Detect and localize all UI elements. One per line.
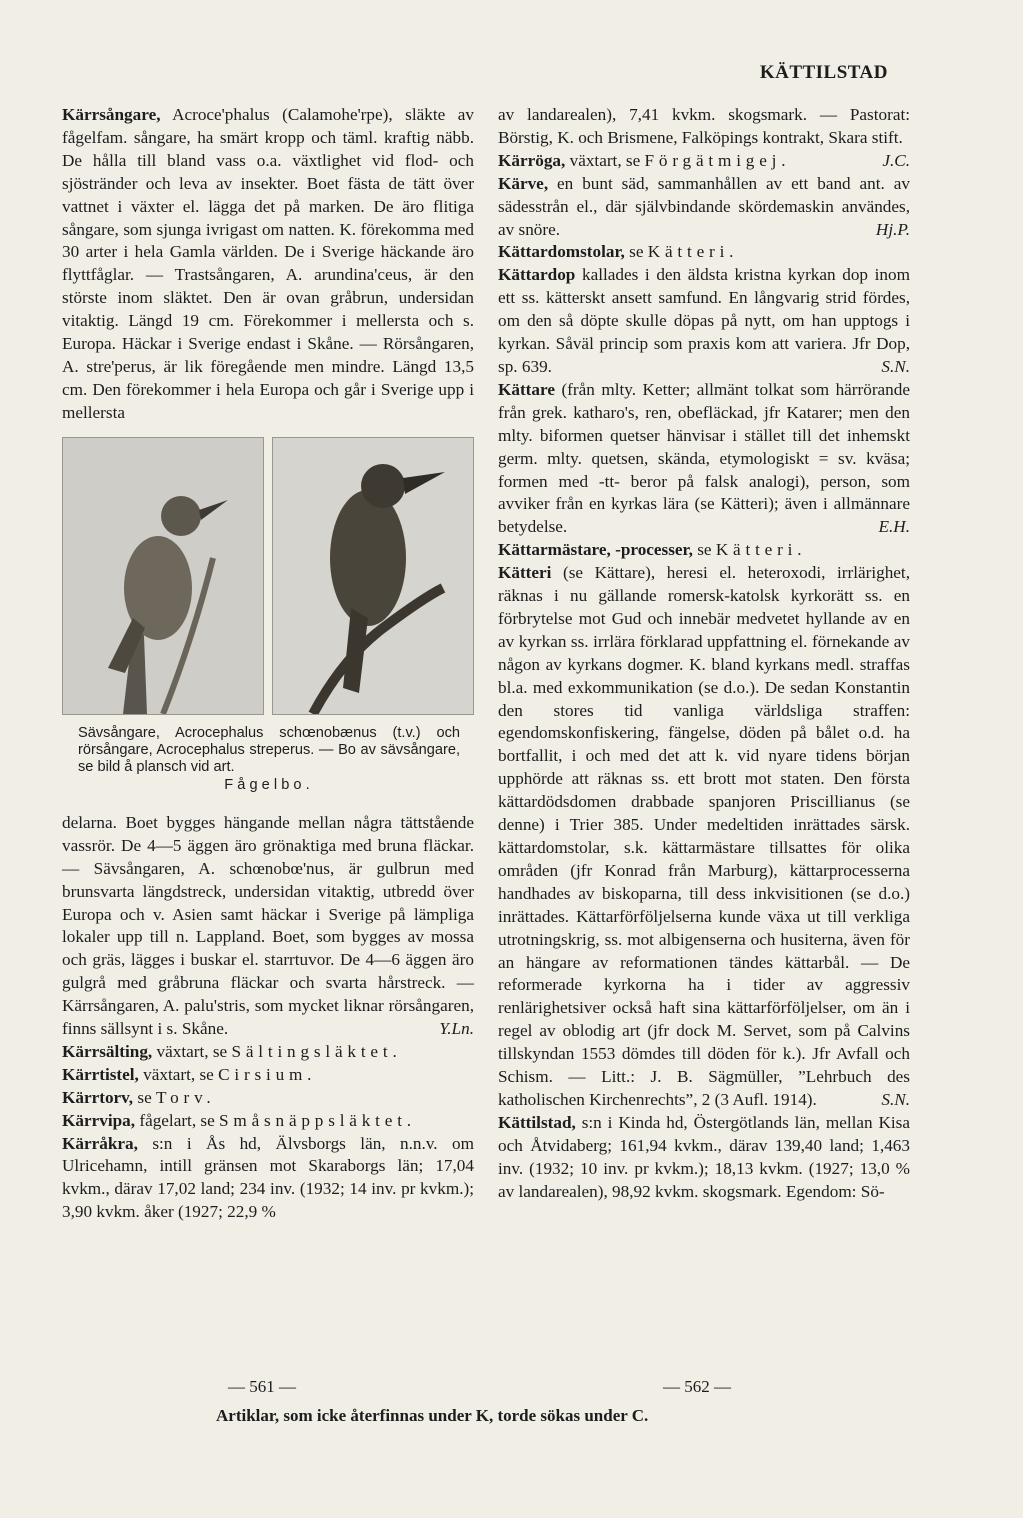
entry-karrakra-cont: av landarealen), 7,41 kvkm. skogsmark. — Pastorat: Börstig, K. och Brismene, Falköpings kontrakt, Skara stift. J.C. <box>498 105 910 170</box>
entry-karrakra: Kärråkra, s:n i Ås hd, Älvsborgs län, n.n.v. om Ulricehamn, intill gränsen mot Skaraborgs län; 17,04 kvkm., därav 17,02 land; 234 inv. (1932; 14 inv. pr kvkm.); 3,90 kvkm. åker (1927; 22,9 % <box>62 1133 474 1222</box>
entry-karve: Kärve, en bunt säd, sammanhållen av ett band ant. av sädesstrån el., där självbindande skördemaskin användes, av snöre. Hj.P. <box>498 173 910 239</box>
bird-figure <box>62 437 474 713</box>
entry-karrsangare: Kärrsångare, Acroce'phalus (Calamohe'rpe), släkte av fågelfam. sångare, ha smärt kropp och täml. kraftig näbb. De hålla till bland vass o.a. växtlighet vid flod- och sjöstränder och leva av insekter. Boet fästa de tätt över vattnet i växter el. lägga det på marken. De äro flitiga sångare, som sjunga ivrigast om natten. K. förekomma med 30 arter i hela Gamla världen. De i Sverige häckande äro flyttfåglar. — Trastsångaren, A. arundina'ceus, är den störste inom släktet. Den är ovan gråbrun, undersidan vitaktig. Längd 19 cm. Förekommer i mellersta och s. Europa. Häckar i Sverige endast i Skåne. — Rörsångaren, A. stre'perus, är lik föregående men mindre. Längd 13,5 cm. Den förekommer i hela Europa och går i Sverige upp i mellersta <box>62 105 474 422</box>
figure-caption: Sävsångare, Acrocephalus schœnobænus (t.v.) och rörsångare, Acrocephalus streperus. — Bo av sävsångare, se bild å plansch vid art. Fågelbo. <box>78 724 460 793</box>
entry-karrtistel: Kärrtistel, växtart, se Cirsium. <box>62 1064 317 1084</box>
entry-karrvipa: Kärrvipa, fågelart, se Småsnäppsläktet. <box>62 1110 416 1130</box>
photo-savsangare <box>62 437 264 715</box>
entry-kattardomstolar: Kättardomstolar, se Kätteri. <box>498 242 739 262</box>
entry-kattilstad: Kättilstad, s:n i Kinda hd, Östergötlands län, mellan Kisa och Åtvidaberg; 161,94 kvkm., därav 139,40 land; 1,463 inv. (1932; 10 inv. pr kvkm.); 18,13 kvkm. (1927; 13,0 % av landarealen), 98,92 kvkm. skogsmark. Egendom: Sö- <box>498 1112 910 1201</box>
entry-karrsalting: Kärrsälting, växtart, se Sältingsläktet. <box>62 1041 402 1061</box>
entry-karroga: Kärröga, växtart, se Förgätmigej. <box>498 150 791 170</box>
entry-kattare: Kättare (från mlty. Ketter; allmänt tolkat som härrörande från grek. katharo's, ren, obefläckad, jfr Katarer; men den mlty. biformen quetser hänvisar i stället till det inhemskt germ. mlty. quetsen, skända, etymologiskt = sv. kväsa; formen med -tt- beror på falsk analogi), person, som avviker från en kyrkas lära (se Kätteri); även i allmännare betydelse. E.H. <box>498 379 910 537</box>
footer-note: Artiklar, som icke återfinnas under K, torde sökas under C. <box>216 1406 649 1425</box>
entry-kattardop: Kättardop kallades i den äldsta kristna kyrkan dop inom ett ss. kätterskt ansett samfund. En långvarig strid fördes, om den så döpte skulle döpas på nytt, om han upptogs i kyrkan. Såväl princip som praxis kom att variera. Jfr Dop, sp. 639. S.N. <box>498 265 910 376</box>
entry-karrsangare-cont: delarna. Boet bygges hängande mellan några tättstående vassrör. De 4—5 äggen äro grönaktiga med bruna fläckar. — Sävsångaren, A. schœnobœ'nus, är gulbrun med brunsvarta längdstreck, undersidan vitaktig, utbredd över Europa och v. Asien samt häckar i Sverige på lämpliga lokaler upp till n. Lappland. Boet, som bygges av mossa och gräs, lägges i buskar el. starrtuvor. De 4—6 äggen äro gulgrå med gråbruna fläckar och svarta hårstreck. — Kärrsångaren, A. palu'stris, som mycket liknar rörsångaren, finns sällsynt i s. Skåne. Y.Ln. <box>62 812 474 1039</box>
running-head: KÄTTILSTAD <box>759 62 888 83</box>
left-column <box>62 104 474 1224</box>
photo-rorsangare <box>272 437 474 715</box>
right-column <box>498 104 910 1204</box>
page-number-left: — 561 — <box>228 1377 296 1396</box>
entry-kattarmastare: Kättarmästare, -processer, se Kätteri. <box>498 540 807 560</box>
entry-katteri: Kätteri (se Kättare), heresi el. heteroxodi, irrlärighet, räknas i nu gällande romersk-katolsk kyrkorätt ss. en förbrytelse mot Gud och innebär medvetet hyllande av en av kyrkan ss. irrlära förklarad uppfattning el. förnekande av någon av kyrkans dogmer. K. bland kyrkans medl. straffas bl.a. med exkommunikation (se d.o.). De sedan Konstantin den stores tid vanliga världsliga straffen: egendomskonfiskering, fängelse, döden på bålet o.d. ha bortfallit, i och med det att k. vid nyare tidens början upphörde att räknas ss. ett brott mot staten. Den första kättardödsdomen drabbade spanjoren Priscillianus (se denne) i Trier 385. Under medeltiden inrättades särsk. kättardomstolar, s.k. kättarmästare tillsattes för olika områden (jfr Konrad från Marburg), kättarprocesserna handhades av biskoparna, till dess inkvisitionen (se d.o.) inrättades. Kättarförföljelserna kunde växa ut till verkliga utrotningskrig, ss. mot albigenserna och husiterna, även för an hängare av reformationen tändes kättarbål. — De reformerade kyrkorna ha i tider av aggressiv renlärighetsiver också haft sina kättarförföljelser, om än i regel av oblodig art (jfr dock M. Servet, som på Calvins tillskyndan 1553 dömdes till döden för k.). Jfr Avfall och Schism. — Litt.: J. B. Sägmüller, ”Lehrbuch des katholischen Kirchenrechts”, 2 (3 Aufl. 1914). S.N. <box>498 563 910 1109</box>
page-number-right: — 562 — <box>663 1377 731 1396</box>
entry-karrtorv: Kärrtorv, se Torv. <box>62 1087 216 1107</box>
